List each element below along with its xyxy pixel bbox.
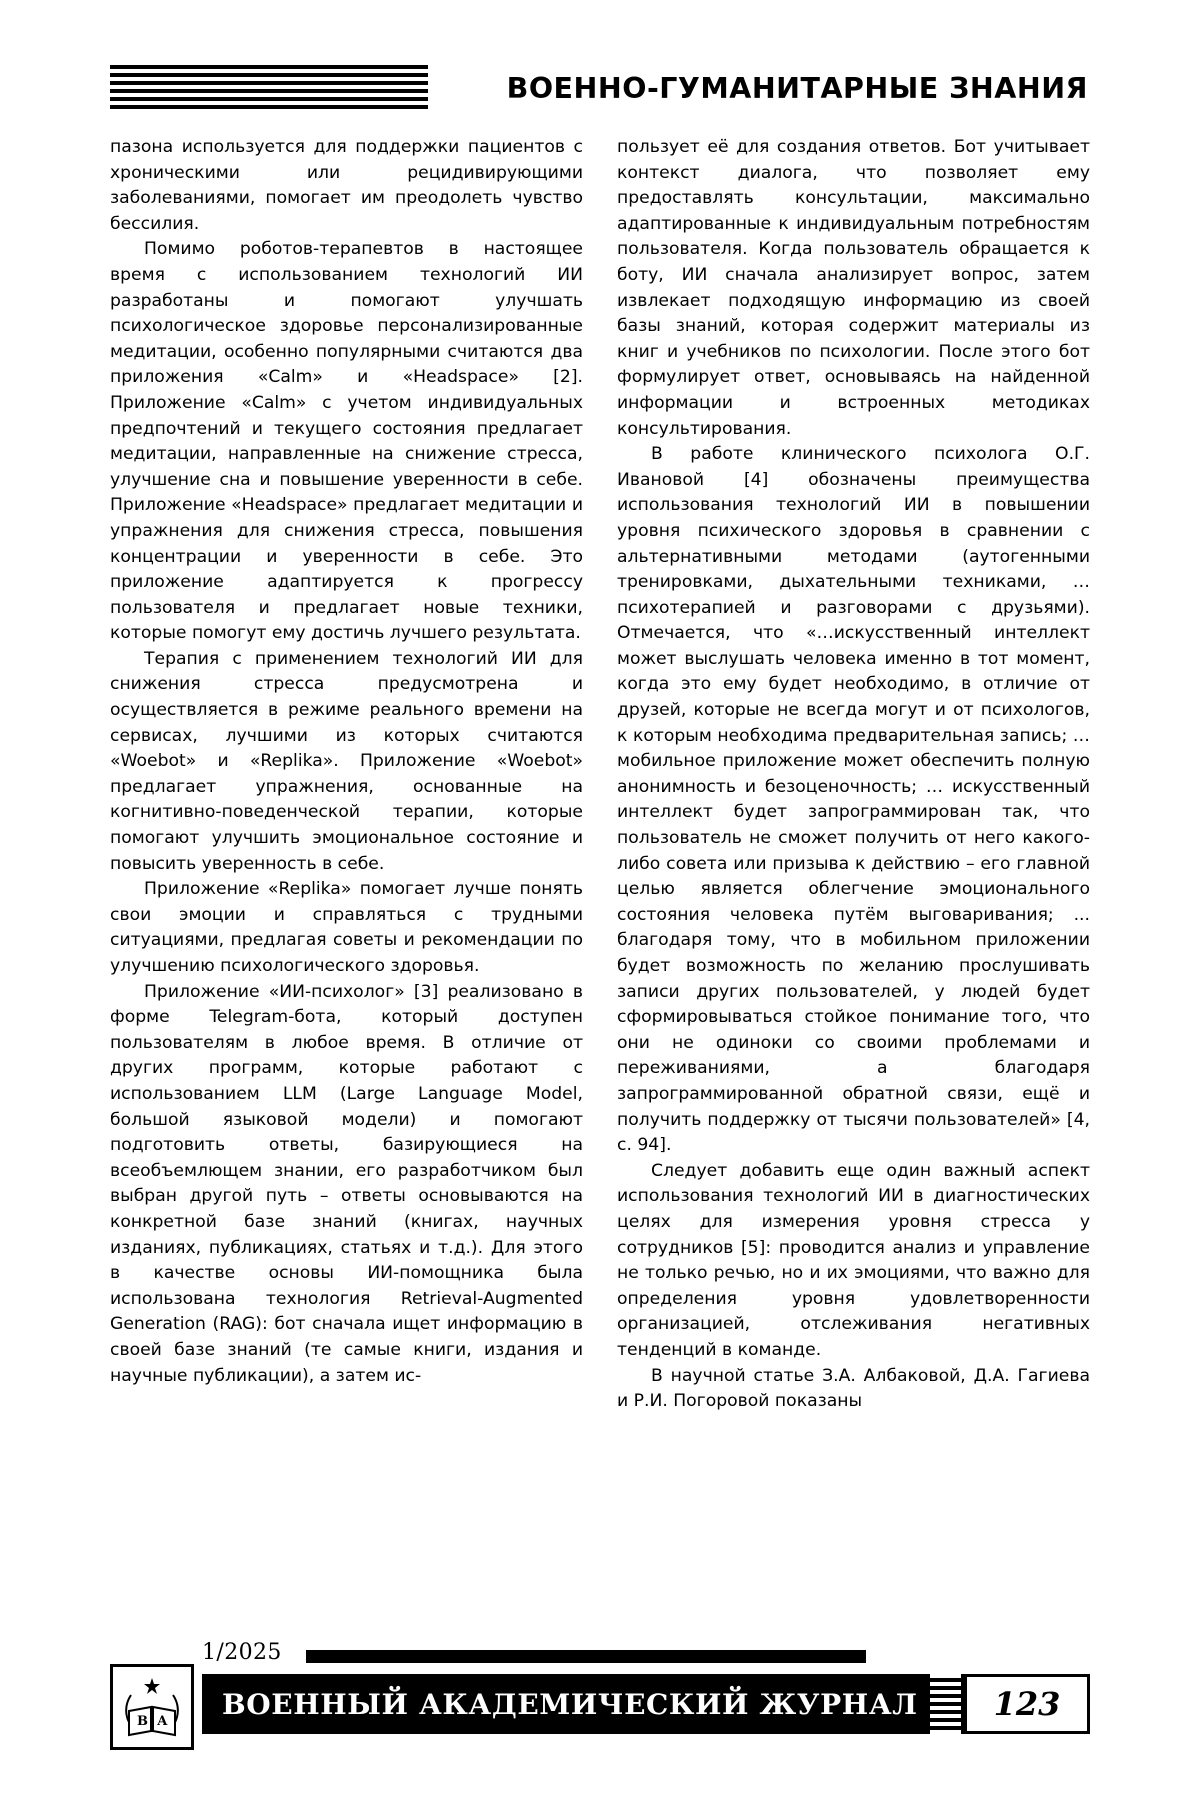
svg-text:В: В xyxy=(137,1714,148,1729)
footer-rule-decoration xyxy=(306,1650,866,1663)
article-body xyxy=(110,135,1090,1415)
horizontal-stripes-decoration-icon xyxy=(110,65,428,111)
paragraph: пазона используется для поддержки пациентов с хроническими или рецидивирующими заболеваниями, помогает им преодолеть чувство бессилия. xyxy=(110,137,583,234)
page-header-title: ВОЕННО-ГУМАНИТАРНЫЕ ЗНАНИЯ xyxy=(506,71,1088,105)
page-footer xyxy=(110,1640,1090,1745)
journal-title: ВОЕННЫЙ АКАДЕМИЧЕСКИЙ ЖУРНАЛ xyxy=(222,1687,918,1721)
paragraph: пользует её для создания ответов. Бот учитывает контекст диалога, что позволяет ему предоставлять консультации, максимально адаптированные к индивидуальным потребностям пользователя. Когда пользователь обращается к боту, ИИ сначала анализирует вопрос, затем извлекает подходящую информацию из своей базы знаний, которая содержит материалы из книг и учебников по психологии. После этого бот формулирует ответ, основываясь на найденной информации и встроенных методиках консультирования. xyxy=(617,137,1090,439)
horizontal-stripes-decoration-icon xyxy=(930,1674,961,1734)
page-number: 123 xyxy=(993,1685,1061,1723)
left-column xyxy=(110,135,583,1415)
paragraph: Помимо роботов-терапевтов в настоящее время с использованием технологий ИИ разработаны и помогают улучшать психологическое здоровье персонализированные медитации, особенно популярными считаются два приложения «Calm» и «Headspace» [2]. Приложение «Calm» с учетом индивидуальных предпочтений и текущего состояния предлагает медитации, направленные на снижение стресса, улучшение сна и повышение уверенности в себе. Приложение «Headspace» предлагает медитации и упражнения для снижения стресса, повышения концентрации и уверенности в себе. Это приложение адаптируется к прогрессу пользователя и предлагает новые техники, которые помогут ему достичь лучшего результата. xyxy=(110,239,583,644)
academy-emblem-book-icon xyxy=(110,1664,194,1750)
right-column xyxy=(617,135,1090,1415)
issue-number: 1/2025 xyxy=(202,1640,282,1665)
paragraph: Приложение «Replika» помогает лучше понять свои эмоции и справляться с трудными ситуациями, предлагая советы и рекомендации по улучшению психологического здоровья. xyxy=(110,879,583,976)
svg-text:А: А xyxy=(157,1714,168,1729)
paragraph: Приложение «ИИ-психолог» [3] реализовано в форме Telegram-бота, который доступен пользователям в любое время. В отличие от других программ, которые работают с использованием LLM (Large Language Model, большой языковой модели) и помогают подготовить ответы, базирующиеся на всеобъемлющем знании, его разработчиком был выбран другой путь – ответы основываются на конкретной базе знаний (книгах, научных изданиях, публикациях, статьях и т.д.). Для этого в качестве основы ИИ-помощника была использована технология Retrieval-Augmented Generation (RAG): бот сначала ищет информацию в своей базе знаний (те самые книги, издания и научные публикации), а затем ис- xyxy=(110,981,583,1386)
paragraph: В работе клинического психолога О.Г. Ивановой [4] обозначены преимущества использования технологий ИИ в повышении уровня психического здоровья в сравнении с альтернативными методами (аутогенными тренировками, дыхательными техниками, … психотерапией и разговорами с друзьями). Отмечается, что «…искусственный интеллект может выслушать человека именно в тот момент, когда это ему будет необходимо, в отличие от друзей, которые не всегда могут и от психологов, к которым необходима предварительная запись; … мобильное приложение может обеспечить полную анонимность и безоценочность; … искусственный интеллект будет запрограммирован так, что пользователь не сможет получить от него какого-либо совета или призыва к действию – его главной целью является облегчение эмоционального состояния человека путём выговаривания; ... благодаря тому, что в мобильном приложении будет возможность по желанию прослушивать записи других пользователей, у людей будет сформировываться стойкое понимание того, что они не одиноки со своими проблемами и переживаниями, а благодаря запрограммированной обратной связи, ещё и получить поддержку от тысячи пользователей» [4, с. 94]. xyxy=(617,444,1090,1156)
paragraph: Терапия с применением технологий ИИ для снижения стресса предусмотрена и осуществляется в режиме реального времени на сервисах, лучшими из которых считаются «Woebot» и «Replika». Приложение «Woebot» предлагает упражнения, основанные на когнитивно-поведенческой терапии, которые помогают улучшить эмоциональное состояние и повысить уверенность в себе. xyxy=(110,648,583,874)
paragraph: Следует добавить еще один важный аспект использования технологий ИИ в диагностических целях для измерения уровня стресса у сотрудников [5]: проводится анализ и управление не только речью, но и их эмоциями, что важно для определения уровня удовлетворенности организацией, отслеживания негативных тенденций в команде. xyxy=(617,1160,1090,1360)
page-header xyxy=(110,62,1090,114)
page-number-container xyxy=(967,1677,1087,1731)
paragraph: В научной статье З.А. Албаковой, Д.А. Гагиева и Р.И. Погоровой показаны xyxy=(617,1365,1090,1412)
footer-banner xyxy=(202,1674,1090,1734)
